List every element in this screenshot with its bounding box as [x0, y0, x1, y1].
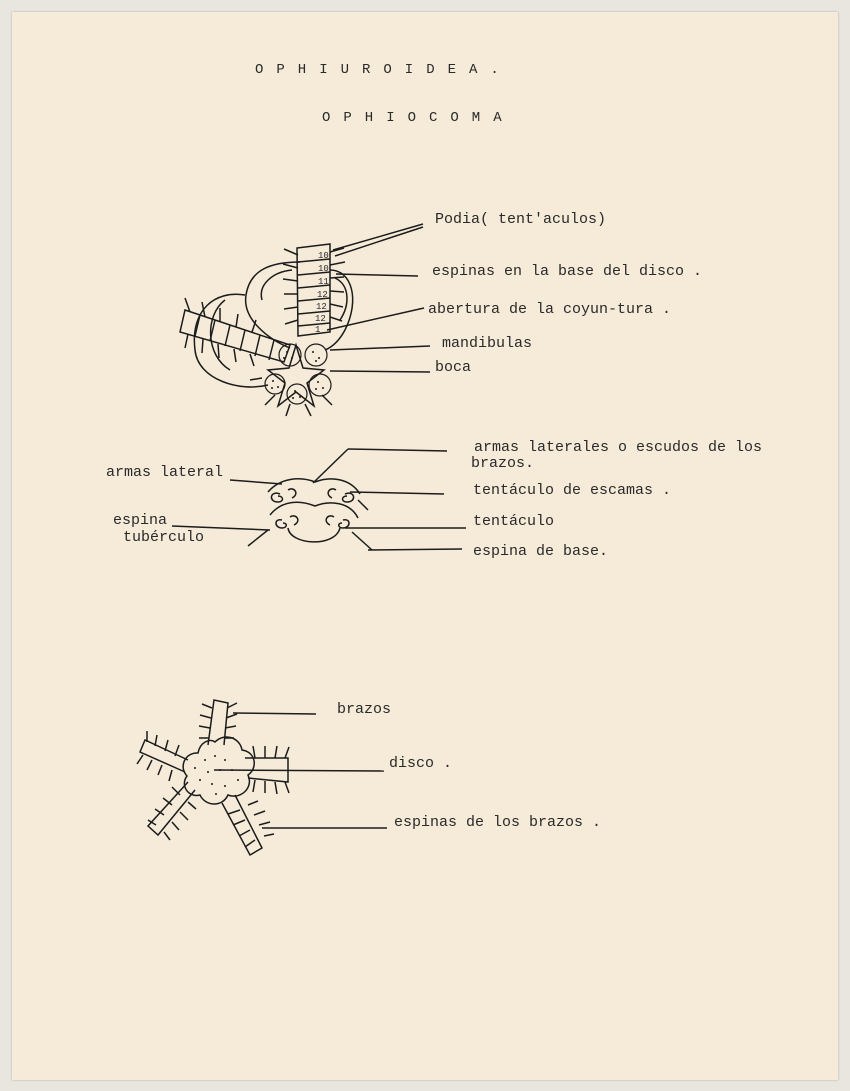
label-disco: disco .: [389, 755, 453, 772]
document-subtitle: OPHIOCOMA: [322, 110, 515, 126]
label-boca: boca: [435, 359, 472, 376]
figure1-drawing: [180, 224, 430, 416]
label-espina: espina: [113, 512, 168, 529]
arm-number: 12: [317, 290, 328, 300]
label-espinas-base-disco: espinas en la base del disco .: [432, 263, 703, 280]
label-espinas-brazos: espinas de los brazos .: [394, 814, 602, 831]
arm-number: 11: [318, 277, 329, 287]
document-title: OPHIUROIDEA.: [255, 62, 512, 78]
arm-number: 12: [315, 314, 326, 324]
arm-number: 12: [316, 302, 327, 312]
label-mandibulas: mandibulas: [442, 335, 533, 352]
label-brazos-continued: brazos.: [471, 455, 535, 472]
label-podia: Podia( tent'aculos): [435, 211, 607, 228]
label-armas-laterales: armas laterales o escudos de los: [474, 439, 763, 456]
arm-number: 1: [315, 325, 321, 335]
label-brazos: brazos: [337, 701, 392, 718]
arm-number: 10: [318, 251, 329, 261]
arm-number: 10: [318, 264, 329, 274]
label-espina-base: espina de base.: [473, 543, 609, 560]
label-abertura-coyuntura: abertura de la coyun-tura .: [428, 301, 672, 318]
label-tentaculo-escamas: tentáculo de escamas .: [473, 482, 672, 499]
label-armas-lateral: armas lateral: [106, 464, 224, 481]
label-tuberculo: tubérculo: [123, 529, 205, 546]
label-tentaculo: tentáculo: [473, 513, 555, 530]
figure3-drawing: [137, 700, 387, 855]
